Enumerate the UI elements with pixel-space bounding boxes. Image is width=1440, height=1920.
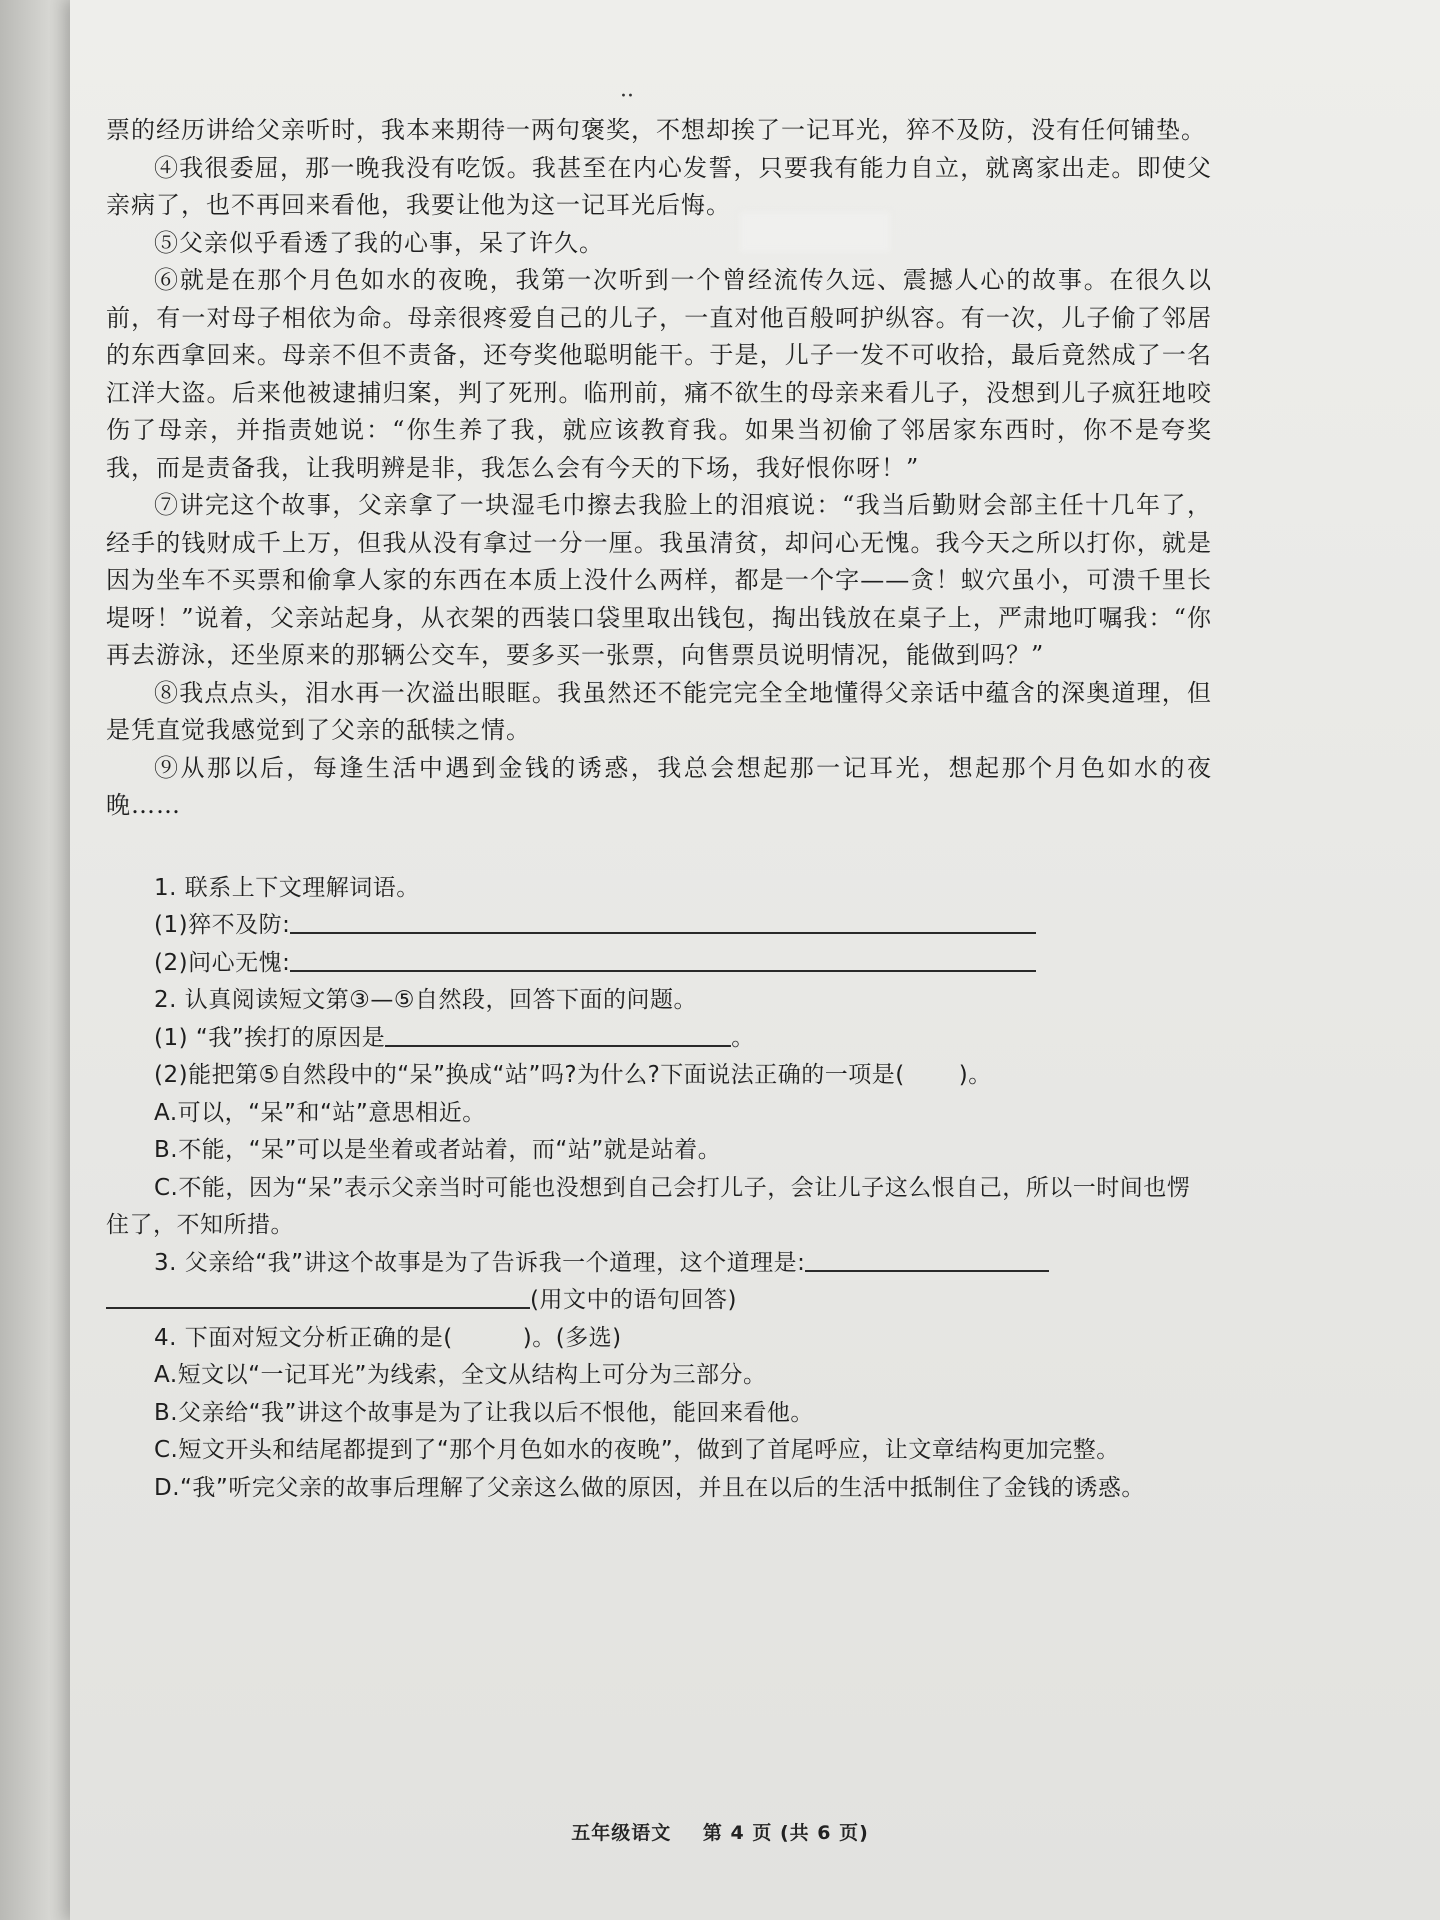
option-2b-c: C.不能，因为“呆”表示父亲当时可能也没想到自己会打儿子，会让儿子这么恨自己，所以一时间也愣住了，不知所措。 [106,1174,1191,1238]
page-edge [0,0,70,1920]
question-2b-text: (2)能把第⑤自然段中的“呆”换成“站”吗?为什么?下面说法正确的一项是( [154,1062,905,1088]
footer-subject: 五年级语文 [571,1822,672,1844]
question-4-end: )。(多选) [522,1324,622,1351]
answer-line-3b[interactable] [106,1283,530,1309]
paragraph-3-tail: 票的经历讲给父亲听时，我本来期待一两句褒奖，不想却挨了一记耳光，猝不及防，没有任何铺垫。 [106,116,1206,144]
paragraph-8: ⑧我点点头，泪水再一次溢出眼眶。我虽然还不能完完全全地懂得父亲话中蕴含的深奥道理，但是凭直觉我感觉到了父亲的舐犊之情。 [106,678,1212,744]
option-2b-b: B.不能，“呆”可以是坐着或者站着，而“站”就是站着。 [154,1137,722,1163]
option-2b-a: A.可以，“呆”和“站”意思相近。 [154,1099,486,1126]
paragraph-5: ⑤父亲似乎看透了我的心事，呆了许久。 [154,228,604,257]
question-4-text: 4. 下面对短文分析正确的是( [154,1324,453,1351]
exam-content [106,112,1212,1507]
glare-patch [740,212,890,252]
question-3-text: 3. 父亲给“我”讲这个故事是为了告诉我一个道理，这个道理是: [154,1249,806,1276]
question-1a-text: (1)猝不及防: [154,912,291,938]
option-4-c: C.短文开头和结尾都提到了“那个月色如水的夜晚”，做到了首尾呼应，让文章结构更加完整。 [154,1437,1120,1463]
answer-line-3a[interactable] [805,1246,1049,1272]
question-3 [106,1245,1212,1283]
option-4-d: D.“我”听完父亲的故事后理解了父亲这么做的原因，并且在以后的生活中抵制住了金钱的诱惑。 [154,1474,1145,1501]
questions [106,870,1212,1508]
paragraph-4: ④我很委屈，那一晚我没有吃饭。我甚至在内心发誓，只要我有能力自立，就离家出走。即使父亲病了，也不再回来看他，我要让他为这一记耳光后悔。 [106,153,1212,219]
answer-line-2a[interactable] [385,1021,731,1047]
top-mark: ·· [620,84,634,109]
question-1: 1. 联系上下文理解词语。 [154,874,420,901]
option-4-a: A.短文以“一记耳光”为线索，全文从结构上可分为三部分。 [154,1362,767,1388]
question-2b [106,1057,1212,1095]
page-footer [0,1818,1440,1845]
question-1b [106,945,1212,983]
answer-line-1b[interactable] [290,946,1036,972]
question-1b-text: (2)问心无愧: [154,949,291,976]
footer-page-number: 第 4 页 (共 6 页) [702,1822,869,1844]
question-3-end: (用文中的语句回答) [530,1287,737,1313]
paragraph-9: ⑨从那以后，每逢生活中遇到金钱的诱惑，我总会想起那一记耳光，想起那个月色如水的夜晚…… [106,753,1212,819]
question-2a [106,1020,1212,1058]
question-2b-end: )。 [958,1062,992,1088]
answer-line-1a[interactable] [290,908,1036,934]
option-4-b: B.父亲给“我”讲这个故事是为了让我以后不恨他，能回来看他。 [154,1399,814,1426]
question-2a-end: 。 [731,1024,755,1051]
question-4 [106,1320,1212,1358]
paragraph-7: ⑦讲完这个故事，父亲拿了一块湿毛巾擦去我脸上的泪痕说：“我当后勤财会部主任十几年了，经手的钱财成千上万，但我从没有拿过一分一厘。我虽清贫，却问心无愧。我今天之所以打你，就是因为坐车不买票和偷拿人家的东西在本质上没什么两样，都是一个字——贪！蚁穴虽小，可溃千里长堤呀！”说着，父亲站起身，从衣架的西装口袋里取出钱包，掏出钱放在桌子上，严肃地叮嘱我：“你再去游泳，还坐原来的那辆公交车，要多买一张票，向售票员说明情况，能做到吗？” [106,491,1212,669]
question-2a-text: (1) “我”挨打的原因是 [154,1024,386,1051]
question-2: 2. 认真阅读短文第③—⑤自然段，回答下面的问题。 [154,987,697,1013]
paragraph-6: ⑥就是在那个月色如水的夜晚，我第一次听到一个曾经流传久远、震撼人心的故事。在很久以前，有一对母子相依为命。母亲很疼爱自己的儿子，一直对他百般呵护纵容。有一次，儿子偷了邻居的东西拿回来。母亲不但不责备，还夸奖他聪明能干。于是，儿子一发不可收拾，最后竟然成了一名江洋大盗。后来他被逮捕归案，判了死刑。临刑前，痛不欲生的母亲来看儿子，没想到儿子疯狂地咬伤了母亲，并指责她说：“你生养了我，就应该教育我。如果当初偷了邻居家东西时，你不是夸奖我，而是责备我，让我明辨是非，我怎么会有今天的下场，我好恨你呀！” [106,266,1212,482]
question-1a [106,907,1212,945]
question-3-cont [106,1282,1212,1320]
